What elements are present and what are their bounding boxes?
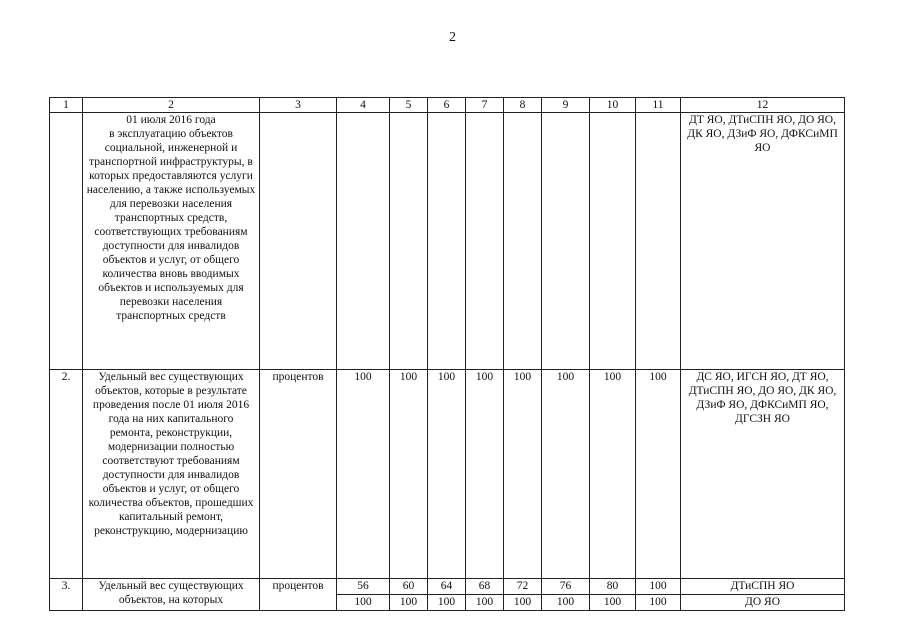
indicator-name: Удельный вес существующих объектов, которые в результате проведения после 01 июля 2016 года на них капитального ремонта, реконструкции, модернизации полностью соответствуют требованиям доступности для инвалидов объектов и услуг, от общего количества объектов, прошедших капитальный ремонт, реконструкцию, модернизацию [83, 370, 260, 579]
value-top: 80 [590, 579, 635, 595]
column-header: 4 [337, 98, 390, 113]
value-cell: 100 [590, 370, 636, 579]
column-header: 6 [428, 98, 466, 113]
value-cell [428, 113, 466, 370]
executors-cell: ДТ ЯО, ДТиСПН ЯО, ДО ЯО, ДК ЯО, ДЗиФ ЯО, ДФКСиМП ЯО [681, 113, 845, 370]
value-top: 68 [466, 579, 503, 595]
column-header: 12 [681, 98, 845, 113]
column-header: 11 [636, 98, 681, 113]
column-header: 3 [260, 98, 337, 113]
table-row [50, 113, 845, 370]
column-header: 8 [504, 98, 542, 113]
value-cell [590, 579, 636, 611]
value-cell [504, 113, 542, 370]
value-cell [590, 113, 636, 370]
value-cell [466, 113, 504, 370]
executors-cell: ДС ЯО, ИГСН ЯО, ДТ ЯО, ДТиСПН ЯО, ДО ЯО, ДК ЯО, ДЗиФ ЯО, ДФКСиМП ЯО, ДГСЗН ЯО [681, 370, 845, 579]
row-number [50, 113, 83, 370]
indicators-table [49, 97, 845, 611]
value-cell: 100 [636, 370, 681, 579]
value-cell: 100 [390, 370, 428, 579]
value-bottom: 100 [354, 596, 372, 608]
value-cell [337, 579, 390, 611]
column-header: 2 [83, 98, 260, 113]
header-row [50, 98, 845, 113]
unit-cell: процентов [260, 579, 337, 611]
indicator-name: 01 июля 2016 года в эксплуатацию объектов социальной, инженерной и транспортной инфраструктуры, в которых предоставляются услуги населению, а также используемых для перевозки населения транспортных средств, соответствующих требованиям доступности для инвалидов объектов и услуг, от общего количества вновь вводимых объектов и используемых для перевозки населения транспортных средств [83, 113, 260, 370]
table-row [50, 579, 845, 611]
column-header: 7 [466, 98, 504, 113]
column-header: 5 [390, 98, 428, 113]
executors-cell [681, 579, 845, 611]
value-cell [337, 113, 390, 370]
value-bottom: 100 [475, 596, 494, 608]
value-top: 64 [428, 579, 465, 595]
unit-cell [260, 113, 337, 370]
value-bottom: 100 [556, 596, 575, 608]
executors-bottom: ДО ЯО [745, 596, 780, 608]
executors-top: ДТиСПН ЯО [681, 579, 844, 595]
value-cell: 100 [428, 370, 466, 579]
value-bottom: 100 [513, 596, 532, 608]
value-cell [390, 579, 428, 611]
value-bottom: 100 [437, 596, 456, 608]
value-cell: 100 [337, 370, 390, 579]
value-bottom: 100 [649, 596, 667, 608]
value-cell [466, 579, 504, 611]
value-cell: 100 [466, 370, 504, 579]
value-cell [390, 113, 428, 370]
column-header: 9 [542, 98, 590, 113]
value-bottom: 100 [399, 596, 418, 608]
value-cell: 100 [542, 370, 590, 579]
value-top: 100 [636, 579, 680, 595]
value-top: 76 [542, 579, 589, 595]
unit-cell: процентов [260, 370, 337, 579]
column-header: 10 [590, 98, 636, 113]
value-cell [542, 579, 590, 611]
value-cell [636, 579, 681, 611]
row-number: 3. [50, 579, 83, 611]
value-cell: 100 [504, 370, 542, 579]
value-cell [636, 113, 681, 370]
page-number: 2 [449, 30, 456, 45]
indicator-name: Удельный вес существующих объектов, на которых [83, 579, 260, 611]
column-header: 1 [50, 98, 83, 113]
value-bottom: 100 [603, 596, 622, 608]
value-cell [504, 579, 542, 611]
value-top: 56 [337, 579, 389, 595]
value-top: 60 [390, 579, 427, 595]
value-cell [428, 579, 466, 611]
table-row [50, 370, 845, 579]
row-number: 2. [50, 370, 83, 579]
value-cell [542, 113, 590, 370]
value-top: 72 [504, 579, 541, 595]
